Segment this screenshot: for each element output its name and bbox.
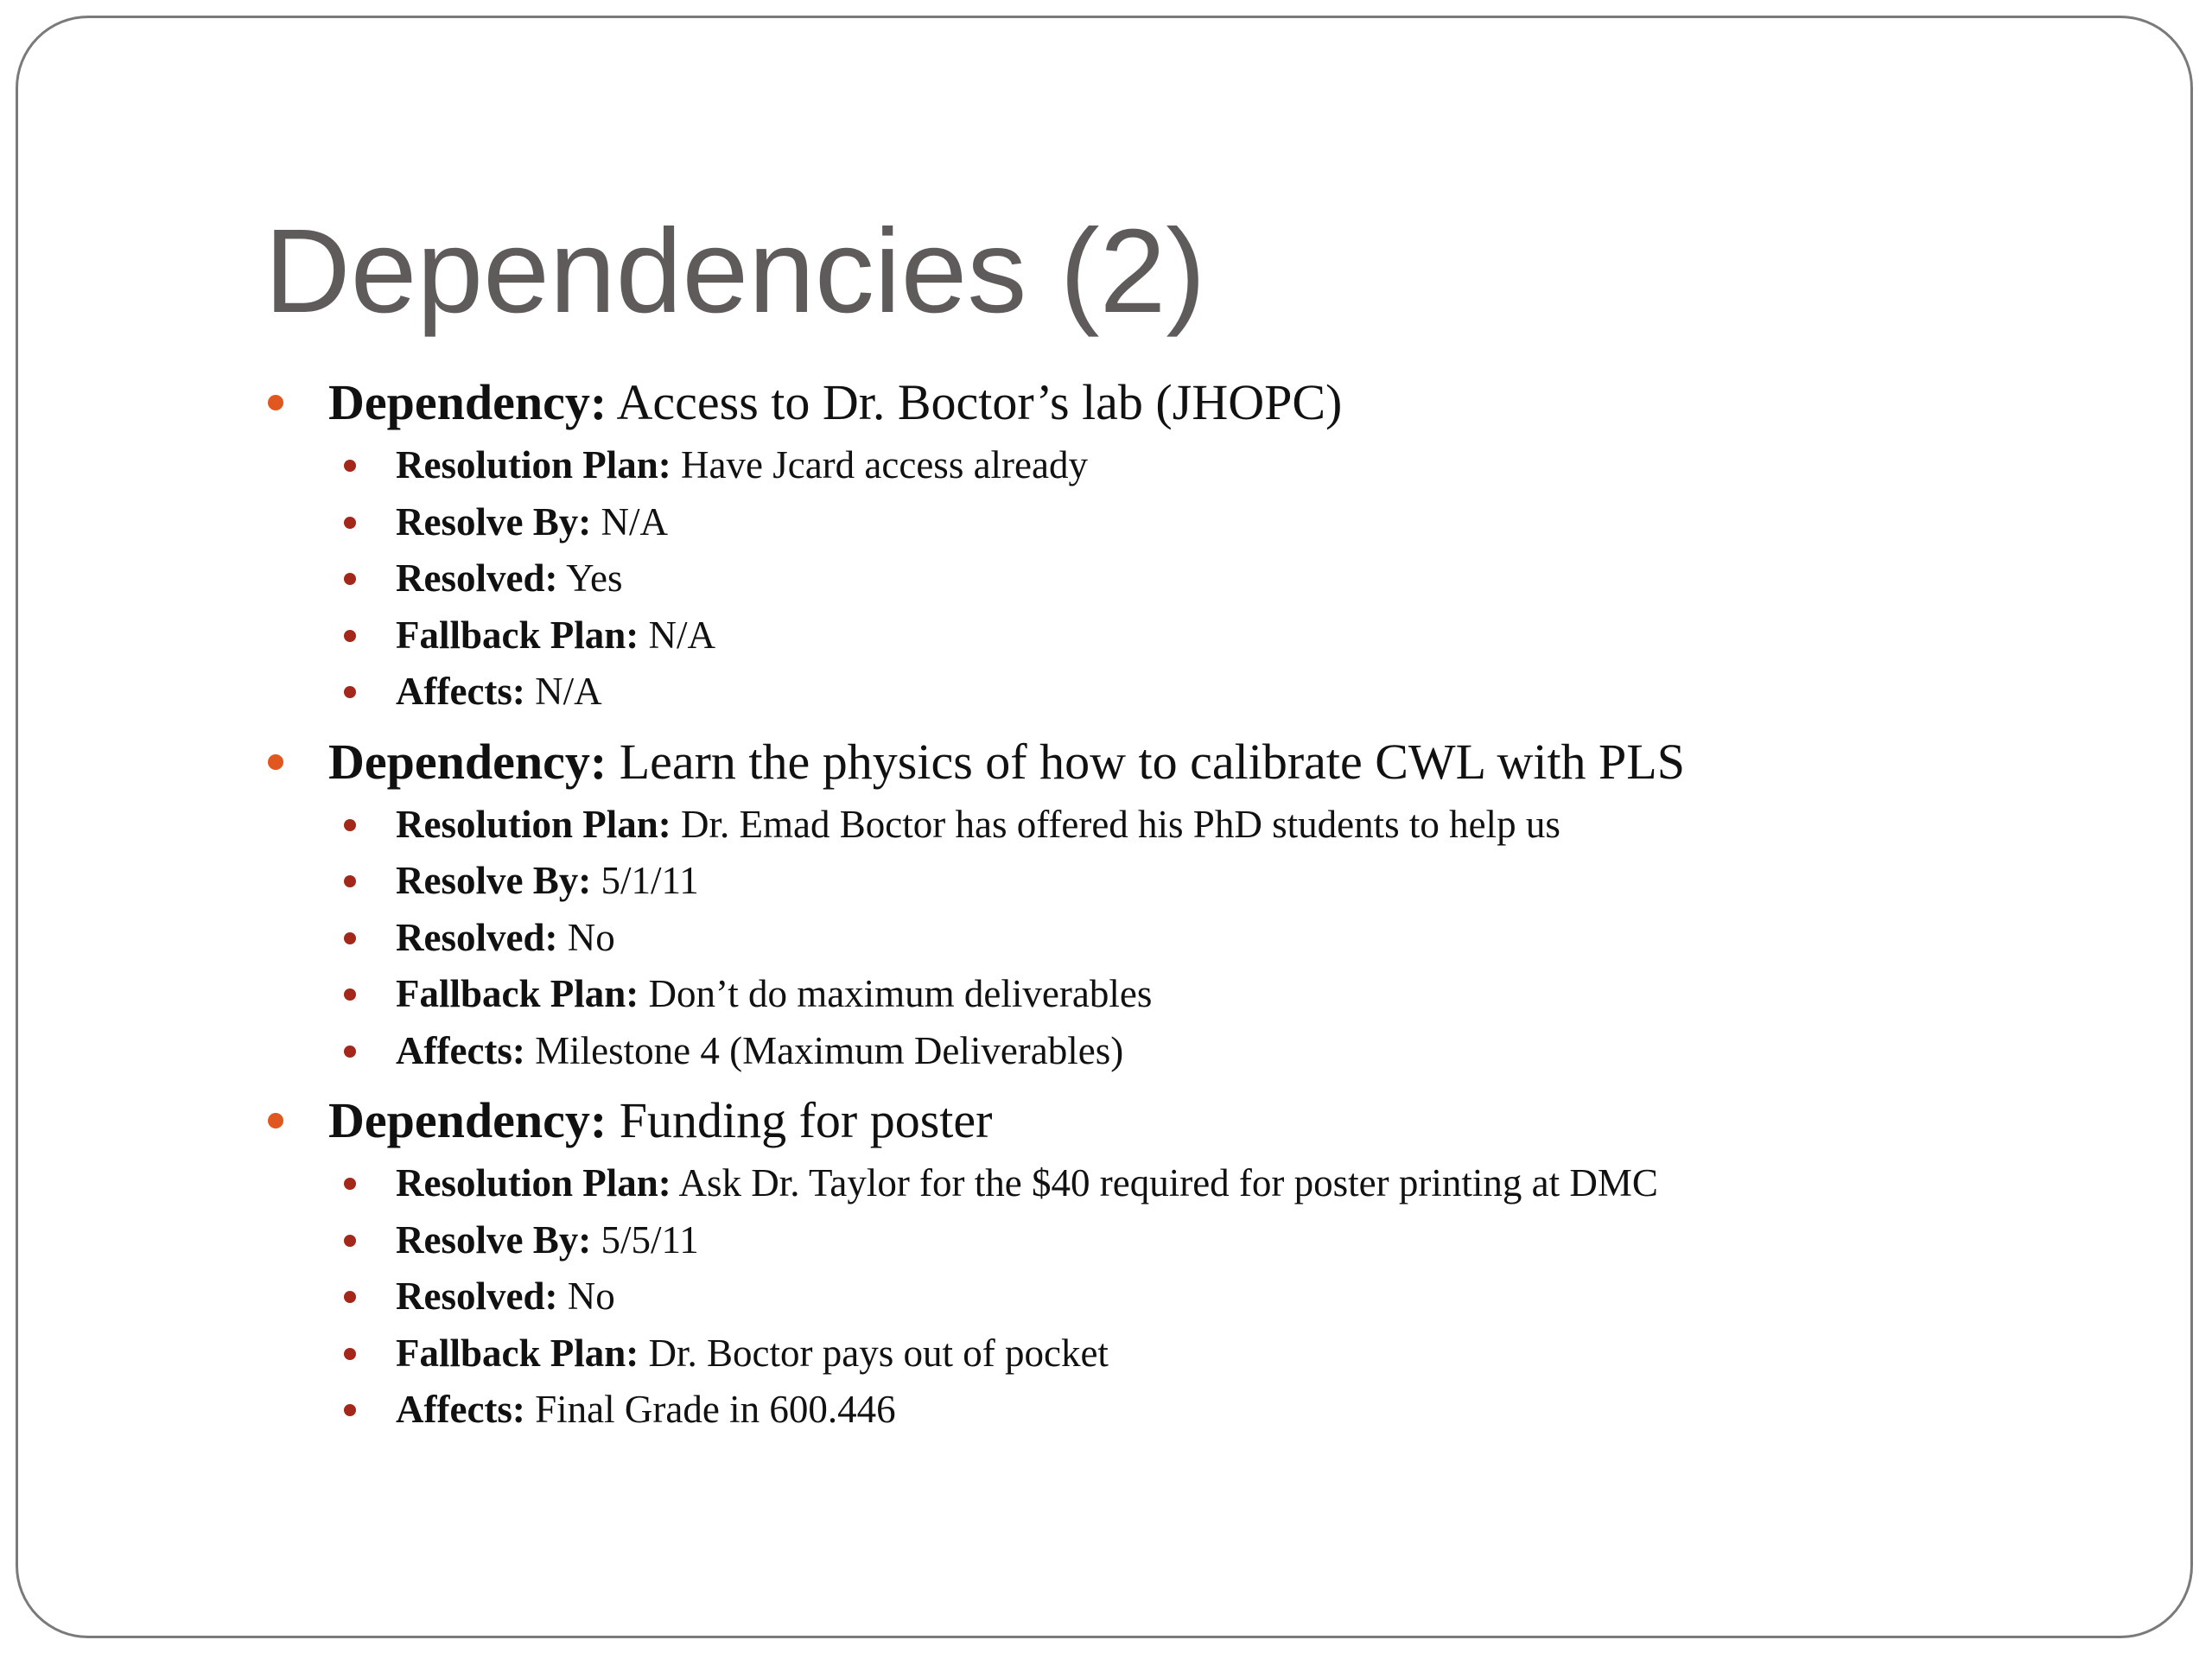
detail-value: Ask Dr. Taylor for the $40 required for poster printing at DMC [671,1161,1658,1205]
detail-affects [264,1023,2165,1080]
bullet-dot-icon [344,1046,356,1058]
detail-value: Don’t do maximum deliverables [639,972,1153,1015]
detail-value: 5/1/11 [591,859,699,902]
bullet-dot-icon [344,875,356,887]
bullet-dot-icon [268,754,283,770]
dependency-line [264,728,2165,797]
detail-label: Resolve By: [396,859,592,902]
dependency-2 [264,728,2165,1080]
detail-value: N/A [591,499,668,543]
detail-label: Affects: [396,1028,525,1072]
bullet-dot-icon [344,1291,356,1303]
detail-value: N/A [639,613,716,657]
detail-label: Fallback Plan: [396,972,639,1015]
detail-value: N/A [524,670,602,713]
detail-value: No [557,1274,615,1318]
bullet-dot-icon [344,460,356,472]
detail-resolved [264,910,2165,967]
slide-title: Dependencies (2) [264,205,1206,338]
bullet-dot-icon [344,988,356,1001]
detail-value: Final Grade in 600.446 [524,1388,896,1431]
detail-label: Resolve By: [396,499,592,543]
slide [16,16,2193,1638]
bullet-dot-icon [344,1348,356,1360]
dependency-details [264,437,2165,721]
dependency-line [264,1086,2165,1155]
detail-label: Resolution Plan: [396,443,671,486]
bullet-dot-icon [344,686,356,698]
dependency-1 [264,368,2165,721]
dependency-text: Learn the physics of how to calibrate CWL with PLS [607,733,1685,790]
detail-fallback-plan [264,607,2165,664]
dependency-text: Funding for poster [607,1092,993,1148]
detail-value: Milestone 4 (Maximum Deliverables) [524,1028,1124,1072]
detail-fallback-plan [264,966,2165,1023]
detail-resolution-plan [264,797,2165,854]
dependency-details [264,797,2165,1080]
bullet-dot-icon [344,517,356,529]
bullet-dot-icon [268,1113,283,1128]
dependency-label: Dependency: [328,374,607,430]
detail-label: Resolution Plan: [396,802,671,846]
detail-resolution-plan [264,1155,2165,1212]
bullet-dot-icon [344,819,356,831]
dependency-label: Dependency: [328,733,607,790]
detail-value: 5/5/11 [591,1217,699,1262]
detail-value: No [557,915,615,959]
dependency-details [264,1155,2165,1439]
detail-affects [264,664,2165,721]
detail-label: Affects: [396,1388,525,1431]
bullet-dot-icon [344,630,356,642]
detail-label: Fallback Plan: [396,1331,639,1375]
dependency-text: Access to Dr. Boctor’s lab (JHOPC) [607,374,1343,430]
detail-resolved [264,550,2165,607]
detail-label: Resolve By: [396,1217,592,1262]
detail-value: Dr. Emad Boctor has offered his PhD students to help us [671,802,1560,846]
bullet-dot-icon [344,1178,356,1190]
detail-label: Affects: [396,670,525,713]
detail-label: Resolved: [396,915,558,959]
bullet-dot-icon [344,573,356,585]
bullet-dot-icon [344,932,356,944]
detail-resolve-by [264,494,2165,551]
detail-value: Dr. Boctor pays out of pocket [639,1331,1109,1375]
detail-resolve-by [264,1212,2165,1269]
bullet-dot-icon [344,1404,356,1416]
dependency-3 [264,1086,2165,1439]
dependency-line [264,368,2165,437]
dependency-label: Dependency: [328,1092,607,1148]
detail-value: Have Jcard access already [671,443,1088,486]
detail-resolved [264,1268,2165,1325]
detail-fallback-plan [264,1325,2165,1382]
detail-resolution-plan [264,437,2165,494]
bullet-dot-icon [268,395,283,410]
detail-resolve-by [264,853,2165,910]
detail-affects [264,1382,2165,1439]
detail-label: Fallback Plan: [396,613,639,657]
detail-value: Yes [557,556,623,600]
bullet-dot-icon [344,1235,356,1247]
detail-label: Resolved: [396,1274,558,1318]
slide-content [264,368,2165,1446]
detail-label: Resolved: [396,556,558,600]
detail-label: Resolution Plan: [396,1161,671,1205]
